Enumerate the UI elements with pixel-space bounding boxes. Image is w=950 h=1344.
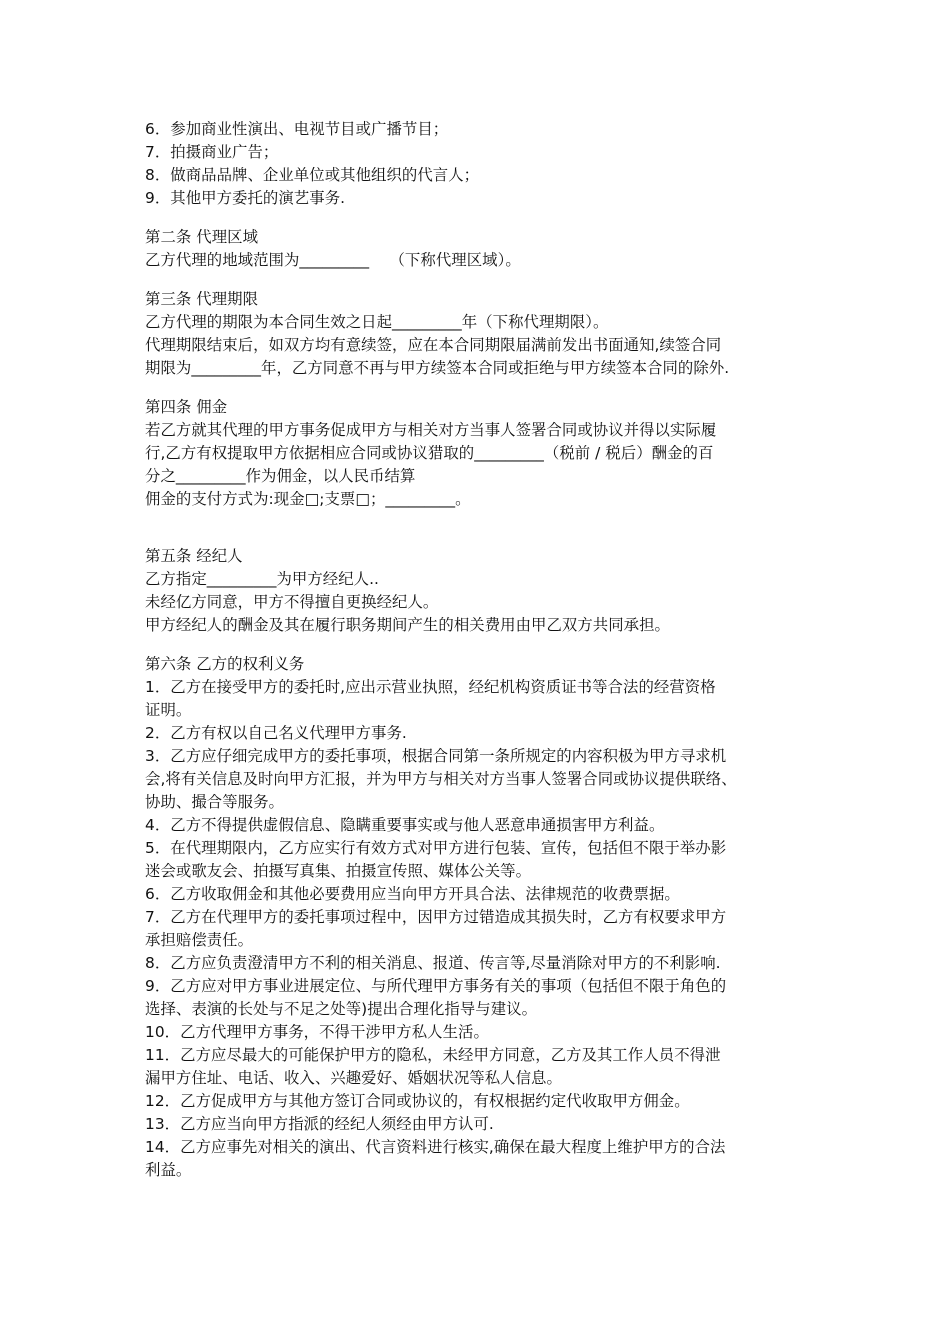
article-heading: 第二条 代理区域 (145, 228, 259, 246)
list-item: 7．拍摄商业广告； (145, 143, 279, 161)
article-line: 代理期限结束后，如双方均有意续签，应在本合同期限届满前发出书面通知,续签合同 (145, 336, 722, 354)
article-line: 8．乙方应负责澄清甲方不利的相关消息、报道、传言等,尽量消除对甲方的不利影响. (145, 954, 721, 972)
list-item: 8．做商品品牌、企业单位或其他组织的代言人； (145, 166, 480, 184)
article-line: 漏甲方住址、电话、收入、兴趣爱好、婚姻状况等私人信息。 (145, 1069, 562, 1087)
article-line: 证明。 (145, 701, 192, 719)
article-line: 13．乙方应当向甲方指派的经纪人须经由甲方认可. (145, 1115, 494, 1133)
article-line: 14．乙方应事先对相关的演出、代言资料进行核实,确保在最大程度上维护甲方的合法 (145, 1138, 726, 1156)
article-line: 协助、撮合等服务。 (145, 793, 284, 811)
article-line: 12．乙方促成甲方与其他方签订合同或协议的，有权根据约定代收取甲方佣金。 (145, 1092, 690, 1110)
article-6 (145, 653, 815, 1182)
article-line: 7．乙方在代理甲方的委托事项过程中，因甲方过错造成其损失时，乙方有权要求甲方 (145, 908, 727, 926)
article-line: 佣金的支付方式为:现金□;支票□；_________。 (145, 490, 471, 508)
article-line: 5．在代理期限内，乙方应实行有效方式对甲方进行包装、宣传，包括但不限于举办影 (145, 839, 727, 857)
article-line: 会,将有关信息及时向甲方汇报，并为甲方与相关对方当事人签署合同或协议提供联络、 (145, 770, 737, 788)
article-line: 乙方指定_________为甲方经纪人.. (145, 570, 379, 588)
list-item: 6．参加商业性演出、电视节目或广播节目； (145, 120, 449, 138)
article-5 (145, 545, 815, 637)
article-line: 选择、表演的长处与不足之处等)提出合理化指导与建议。 (145, 1000, 538, 1018)
article-line: 10．乙方代理甲方事务，不得干涉甲方私人生活。 (145, 1023, 489, 1041)
article-2 (145, 226, 815, 272)
list-tail (145, 118, 815, 210)
article-line: 甲方经纪人的酬金及其在履行职务期间产生的相关费用由甲乙双方共同承担。 (145, 616, 670, 634)
article-3 (145, 288, 815, 380)
article-line: 11．乙方应尽最大的可能保护甲方的隐私，未经甲方同意，乙方及其工作人员不得泄 (145, 1046, 721, 1064)
article-line: 期限为_________年，乙方同意不再与甲方续签本合同或拒绝与甲方续签本合同的除外. (145, 359, 730, 377)
article-4 (145, 396, 815, 511)
article-line: 承担赔偿责任。 (145, 931, 254, 949)
article-line: 6．乙方收取佣金和其他必要费用应当向甲方开具合法、法律规范的收费票据。 (145, 885, 680, 903)
article-line: 未经亿方同意，甲方不得擅自更换经纪人。 (145, 593, 439, 611)
article-line: 行,乙方有权提取甲方依据相应合同或协议猎取的_________（税前 / 税后）酬金的百 (145, 444, 714, 462)
article-line: 9．乙方应对甲方事业进展定位、与所代理甲方事务有关的事项（包括但不限于角色的 (145, 977, 727, 995)
article-heading: 第三条 代理期限 (145, 290, 259, 308)
article-heading: 第五条 经纪人 (145, 547, 243, 565)
article-line: 若乙方就其代理的甲方事务促成甲方与相关对方当事人签署合同或协议并得以实际履 (145, 421, 717, 439)
article-line: 3．乙方应仔细完成甲方的委托事项，根据合同第一条所规定的内容积极为甲方寻求机 (145, 747, 727, 765)
document-page (145, 118, 815, 1182)
article-line: 迷会或歌友会、拍摄写真集、拍摄宣传照、媒体公关等。 (145, 862, 532, 880)
list-item: 9．其他甲方委托的演艺事务. (145, 189, 346, 207)
article-line: 利益。 (145, 1161, 192, 1179)
article-heading: 第四条 佣金 (145, 398, 228, 416)
article-line: 2．乙方有权以自己名义代理甲方事务. (145, 724, 407, 742)
article-line: 1．乙方在接受甲方的委托时,应出示营业执照，经纪机构资质证书等合法的经营资格 (145, 678, 716, 696)
article-line: 乙方代理的地域范围为_________ （下称代理区域）。 (145, 251, 521, 269)
article-line: 4．乙方不得提供虚假信息、隐瞒重要事实或与他人恶意串通损害甲方利益。 (145, 816, 665, 834)
article-heading: 第六条 乙方的权利义务 (145, 655, 305, 673)
article-line: 乙方代理的期限为本合同生效之日起_________年（下称代理期限）。 (145, 313, 609, 331)
article-line: 分之_________作为佣金，以人民币结算 (145, 467, 416, 485)
